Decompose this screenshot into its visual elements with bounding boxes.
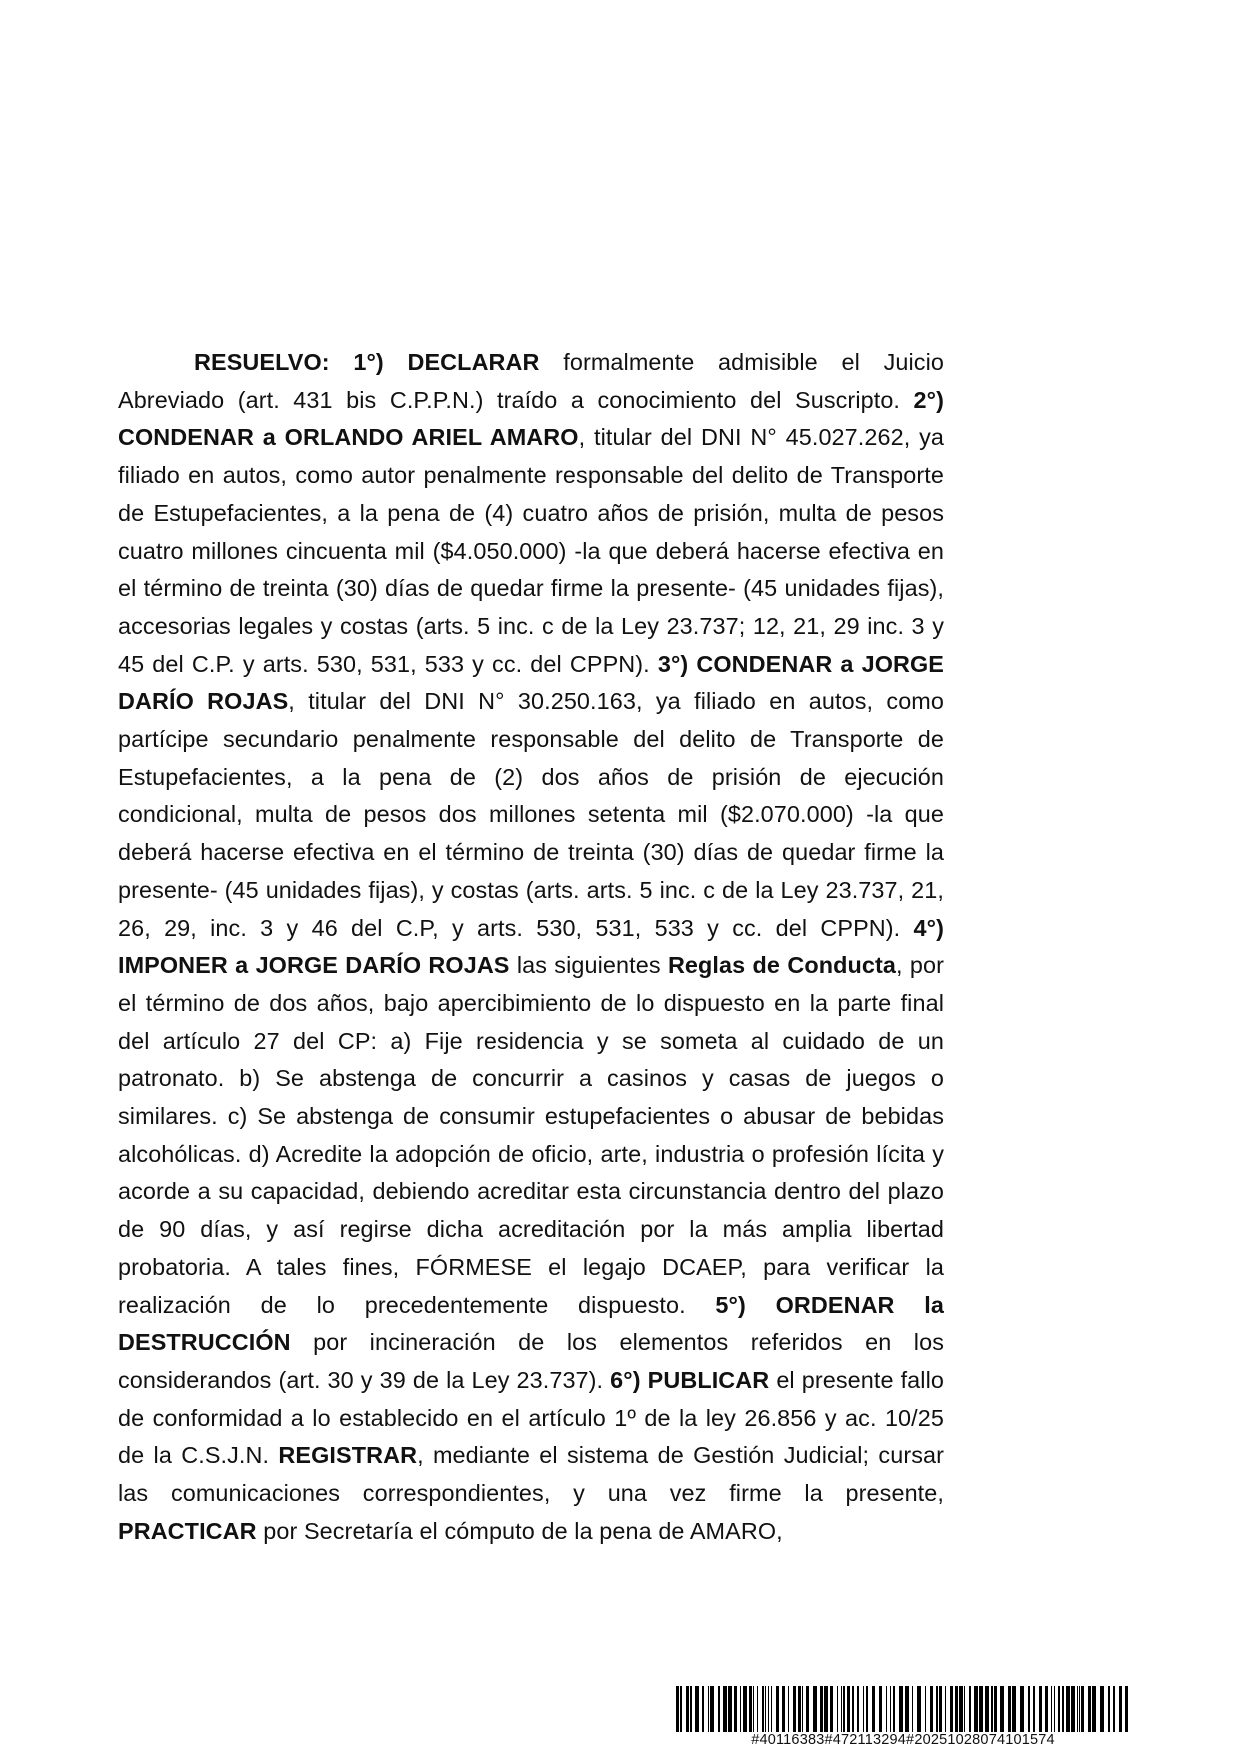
resolution-point-4-label: 4°) IMPONER a JORGE DARÍO ROJAS [118,914,944,979]
resolution-point-1-text: formalmente admisible el Juicio Abreviado (art. 431 bis C.P.P.N.) traído a conocimiento del Suscripto. [118,349,944,413]
register-label: REGISTRAR [278,1442,418,1469]
resolution-point-4-text-b: , por el término de dos años, bajo apercibimiento de lo dispuesto en la parte final del artículo 27 del CP: a) Fije residencia y se someta al cuidado de un patronato. b) Se abstenga de concurrir a casinos y casas de juegos o similares. c) Se abstenga de consumir estupefacientes o abusar de bebidas alcohólicas. d) Acredite la adopción de oficio, arte, industria o profesión lícita y acorde a su capacidad, debiendo acreditar esta circunstancia dentro del plazo de 90 días, y así regirse dicha acreditación por la más amplia libertad probatoria. A tales fines, FÓRMESE el legajo DCAEP, para verificar la realización de lo precedentemente dispuesto. [118,952,944,1318]
resolution-point-4-rules: Reglas de Conducta [667,952,896,979]
resolution-point-3-text: , titular del DNI N° 30.250.163, ya filiado en autos, como partícipe secundario penalmente responsable del delito de Transporte de Estupefacientes, a la pena de (2) dos años de prisión de ejecución condicional, multa de pesos dos millones setenta mil ($2.070.000) -la que deberá hacerse efectiva en el término de treinta (30) días de quedar firme la presente- (45 unidades fijas), y costas (arts. arts. 5 inc. c de la Ley 23.737, 21, 26, 29, inc. 3 y 46 del C.P, y arts. 530, 531, 533 y cc. del CPPN). [118,688,944,941]
resolution-point-3-label: 3°) CONDENAR a JORGE DARÍO ROJAS [118,650,944,715]
barcode-icon [676,1686,1130,1732]
resolution-point-5-label: 5°) ORDENAR la DESTRUCCIÓN [118,1291,944,1356]
document-body [118,344,944,1551]
resolution-point-6-label: 6°) PUBLICAR [610,1366,770,1393]
resolution-point-2-text: , titular del DNI N° 45.027.262, ya filiado en autos, como autor penalmente responsable del delito de Transporte de Estupefacientes, a la pena de (4) cuatro años de prisión, multa de pesos cuatro millones cincuenta mil ($4.050.000) -la que deberá hacerse efectiva en el término de treinta (30) días de quedar firme la presente- (45 unidades fijas), accesorias legales y costas (arts. 5 inc. c de la Ley 23.737; 12, 21, 29 inc. 3 y 45 del C.P. y arts. 530, 531, 533 y cc. del CPPN). [118,424,944,677]
document-barcode [676,1686,1130,1752]
resolution-point-2-label: 2°) CONDENAR a ORLANDO ARIEL AMARO [118,386,944,451]
resolution-point-5-text: por incineración de los elementos referidos en los considerandos (art. 30 y 39 de la Ley 23.737). [118,1329,944,1393]
practice-label: PRACTICAR [118,1517,257,1544]
resolution-point-1-label: RESUELVO: 1°) DECLARAR [194,349,540,375]
resolution-point-4-text-a: las siguientes [509,952,668,979]
barcode-text: #40116383#472113294#20251028074101574 [751,1732,1055,1748]
resolution-point-6-text: el presente fallo de conformidad a lo establecido en el artículo 1º de la ley 26.856 y ac. 10/25 de la C.S.J.N. [118,1366,944,1469]
practice-text: por Secretaría el cómputo de la pena de AMARO, [256,1517,783,1544]
register-text: , mediante el sistema de Gestión Judicial; cursar las comunicaciones correspondientes, y una vez firme la presente, [118,1442,945,1507]
resolution-paragraph [118,344,944,1551]
